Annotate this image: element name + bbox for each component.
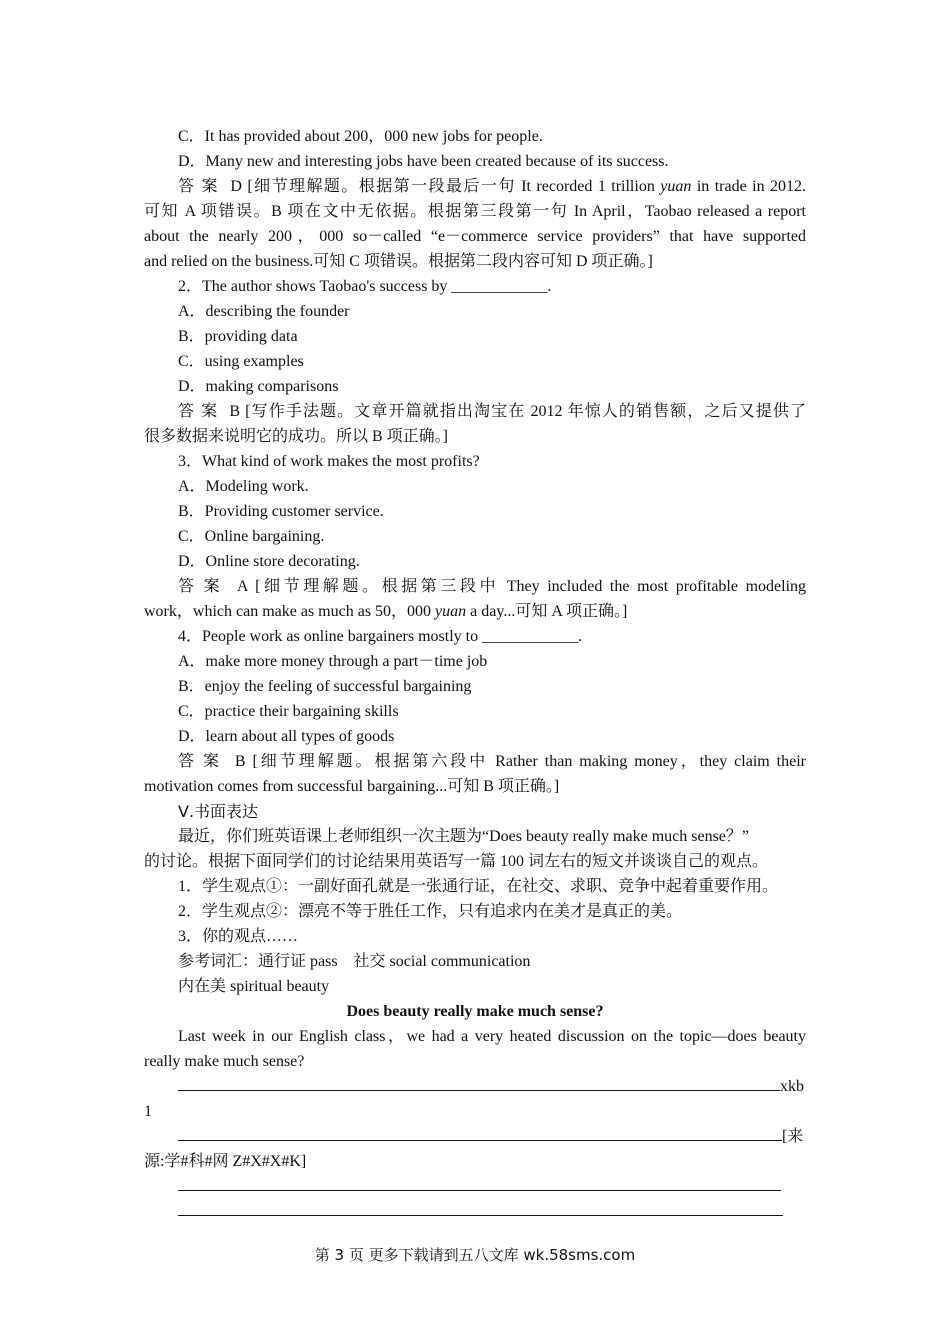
explanation-italic: yuan: [660, 178, 692, 195]
q3-explain-line2: [144, 599, 806, 624]
answer-letter: D: [230, 178, 242, 195]
q1-option-d: D．Many new and interesting jobs have been created because of its success.: [178, 153, 669, 170]
q3-answer-line: [178, 574, 806, 599]
blank-tail-wrap: 1: [144, 1103, 152, 1120]
q3-option-b: B．Providing customer service.: [178, 503, 384, 520]
explanation-text: work，which can make as much as 50，000: [144, 603, 436, 620]
q2-option-d: D．making comparisons: [178, 378, 339, 395]
writing-point-2: 2．学生观点②：漂亮不等于胜任工作，只有追求内在美才是真正的美。: [178, 903, 683, 920]
writing-prompt-line1: 最近，你们班英语课上老师组织一次主题为“Does beauty really make much sense？”: [178, 828, 750, 845]
essay-title: Does beauty really make much sense?: [346, 1003, 604, 1020]
answer-label: 答案: [178, 753, 228, 770]
blank-rule: [178, 1074, 780, 1091]
page-footer: 第 3 页 更多下载请到五八文库 wk.58sms.com: [314, 1246, 636, 1264]
blank-rule: [178, 1124, 782, 1141]
q2-option-c: C．using examples: [178, 353, 304, 370]
writing-blank-line4: [178, 1199, 806, 1224]
answer-label: 答案: [178, 403, 225, 420]
q2-explain-line2: 很多数据来说明它的成功。所以 B 项正确。]: [144, 428, 449, 445]
section-heading: Ⅴ.书面表达: [178, 802, 259, 821]
writing-blank-line3: [178, 1174, 806, 1199]
answer-label: 答案: [178, 178, 225, 195]
answer-letter: B: [234, 753, 246, 770]
q2-option-b: B．providing data: [178, 328, 298, 345]
blank-rule: [178, 1174, 781, 1191]
q2-question: 2．The author shows Taobao's success by ____________.: [178, 278, 552, 295]
writing-blank-line2: [178, 1124, 806, 1149]
q4-answer-line: [178, 749, 806, 774]
explanation-text: [细节理解题。根据第一段最后一句 It recorded 1 trillion: [247, 178, 661, 195]
q4-option-d: D．learn about all types of goods: [178, 728, 395, 745]
q3-option-d: D．Online store decorating.: [178, 553, 360, 570]
blank-tail-text: [来: [782, 1128, 804, 1145]
q2-answer-line: [178, 399, 806, 424]
explanation-text: in trade in 2012.: [691, 178, 806, 195]
vocabulary-line1: 参考词汇：通行证 pass 社交 social communication: [178, 953, 531, 970]
q2-option-a: A．describing the founder: [178, 303, 350, 320]
q3-option-c: C．Online bargaining.: [178, 528, 325, 545]
writing-point-1: 1．学生观点①：一副好面孔就是一张通行证，在社交、求职、竞争中起着重要作用。: [178, 878, 779, 895]
q3-option-a: A．Modeling work.: [178, 478, 309, 495]
explanation-italic: yuan: [435, 603, 467, 620]
writing-prompt-line2: 的讨论。根据下面同学们的讨论结果用英语写一篇 100 词左右的短文并谈谈自己的观点。: [144, 853, 769, 870]
q1-explain-line4: and relied on the business.可知 C 项错误。根据第二段内容可知 D 项正确。]: [144, 253, 653, 270]
q4-explain-line2: motivation comes from successful bargaining...可知 B 项正确。]: [144, 778, 560, 795]
writing-blank-line1: [178, 1074, 806, 1099]
answer-label: 答案: [178, 578, 230, 595]
q4-option-b: B．enjoy the feeling of successful bargaining: [178, 678, 472, 695]
q1-explain-line2: 可知 A 项错误。B 项在文中无依据。根据第三段第一句 In April，Taobao released a report: [144, 203, 806, 220]
explanation-text: [细节理解题。根据第三段中 They included the most profitable modeling: [255, 578, 806, 595]
q1-option-c: C．It has provided about 200，000 new jobs for people.: [178, 128, 543, 145]
answer-letter: A: [236, 578, 248, 595]
vocabulary-line2: 内在美 spiritual beauty: [178, 978, 330, 995]
q4-question: 4．People work as online bargainers mostly to ____________.: [178, 628, 583, 645]
blank-tail-text: xkb: [780, 1078, 804, 1095]
explanation-text: [细节理解题。根据第六段中 Rather than making money，they claim their: [252, 753, 806, 770]
essay-line2: really make much sense?: [144, 1053, 305, 1070]
q1-answer-line: [178, 174, 806, 199]
blank-rule: [178, 1199, 783, 1216]
blank-tail-wrap: 源:学#科#网 Z#X#X#K]: [144, 1153, 307, 1170]
explanation-text: [写作手法题。文章开篇就指出淘宝在 2012 年惊人的销售额，之后又提供了: [245, 403, 806, 420]
writing-point-3: 3．你的观点……: [178, 928, 299, 945]
essay-line1: Last week in our English class，we had a very heated discussion on the topic—does beauty: [178, 1028, 806, 1045]
explanation-text: a day...可知 A 项正确。]: [466, 603, 628, 620]
q3-question: 3．What kind of work makes the most profits?: [178, 453, 480, 470]
q4-option-a: A．make more money through a part－time job: [178, 653, 488, 670]
q4-option-c: C．practice their bargaining skills: [178, 703, 399, 720]
answer-letter: B: [229, 403, 241, 420]
q1-explain-line3: about the nearly 200，000 so－called “e－commerce service providers” that have supported: [144, 228, 806, 245]
